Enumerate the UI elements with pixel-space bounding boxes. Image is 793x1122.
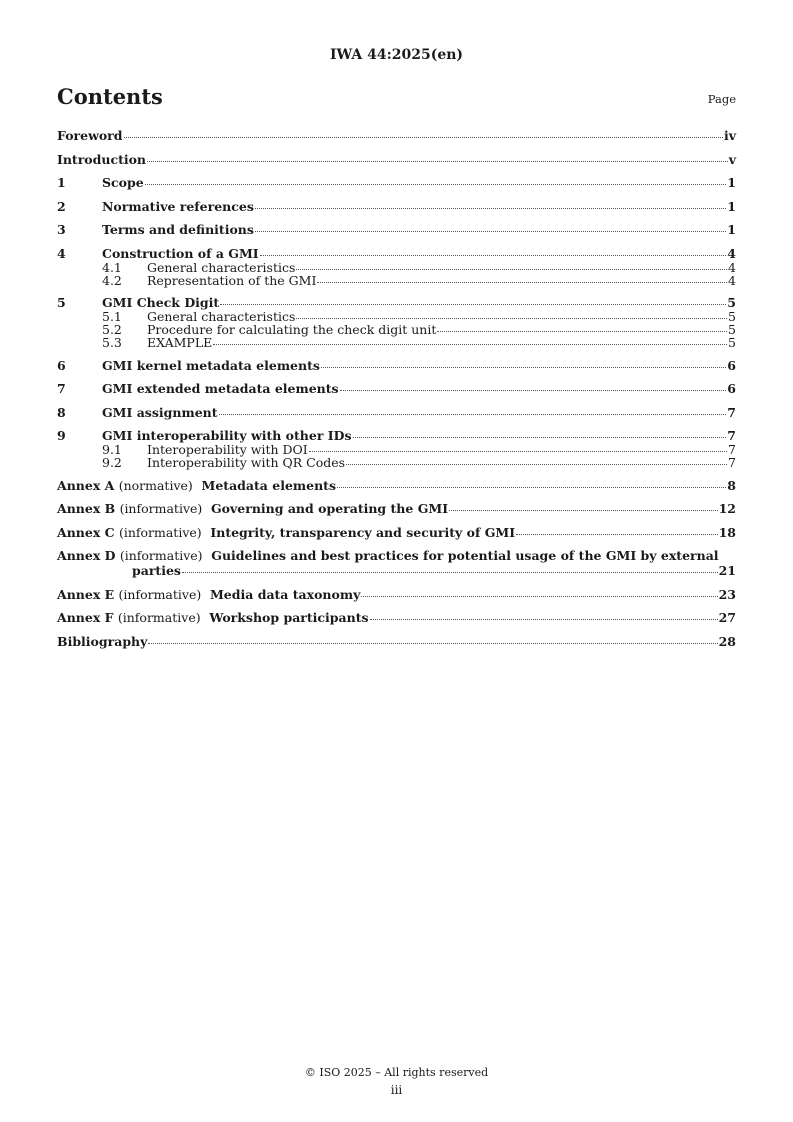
- dot-leader: [353, 437, 727, 438]
- toc-title: [57, 478, 336, 493]
- toc-entry-annex-f[interactable]: [57, 610, 736, 625]
- page-number: iii: [390, 1083, 403, 1097]
- toc-number: 1: [57, 175, 66, 190]
- dot-leader: [437, 331, 727, 332]
- annex-label: Annex C: [57, 524, 115, 540]
- toc-title: [57, 501, 448, 516]
- annex-type: (informative): [118, 586, 202, 602]
- toc-number: 5.1: [102, 309, 122, 324]
- toc-title: [57, 548, 736, 563]
- annex-type: (informative): [119, 501, 203, 516]
- annex-title: Metadata elements: [201, 477, 336, 493]
- annex-type: (informative): [119, 548, 203, 563]
- toc-page: 23: [718, 586, 736, 602]
- toc-entry-interoperability[interactable]: [57, 428, 736, 443]
- toc-entry-construction-gmi[interactable]: [57, 246, 736, 261]
- annex-label: Annex D: [57, 548, 116, 563]
- toc-entry-gmi-assignment[interactable]: [57, 405, 736, 420]
- toc-number: 7: [57, 381, 66, 396]
- annex-label: Annex A: [57, 477, 115, 493]
- toc-page: 4: [728, 272, 736, 288]
- copyright-notice: © ISO 2025 – All rights reserved: [304, 1066, 489, 1079]
- toc-entry-annex-e[interactable]: [57, 587, 736, 602]
- toc-title: GMI Check Digit: [102, 295, 220, 310]
- toc-page: 1: [727, 175, 736, 190]
- dot-leader: [346, 464, 727, 465]
- toc-page: 28: [718, 633, 736, 649]
- dot-leader: [317, 282, 727, 283]
- toc-page: 7: [728, 455, 736, 470]
- toc-number: 3: [57, 222, 66, 237]
- toc-entry-4-1[interactable]: [57, 261, 736, 274]
- toc-page: 21: [718, 563, 736, 578]
- dot-leader: [449, 510, 718, 511]
- toc-title: Procedure for calculating the check digit unit: [147, 322, 437, 337]
- toc-title: GMI extended metadata elements: [102, 381, 339, 396]
- annex-type: (normative): [118, 477, 193, 493]
- toc-title: Construction of a GMI: [102, 245, 259, 261]
- annex-type: (informative): [117, 610, 201, 625]
- toc-title: Representation of the GMI: [147, 272, 317, 288]
- toc-entry-scope[interactable]: [57, 175, 736, 190]
- toc-page: 12: [718, 501, 736, 516]
- dot-leader: [361, 596, 717, 597]
- toc-page: 1: [727, 198, 736, 214]
- toc-title: GMI kernel metadata elements: [102, 357, 320, 373]
- toc-title: GMI interoperability with other IDs: [102, 428, 352, 443]
- dot-leader: [260, 255, 727, 256]
- toc-entry-check-digit[interactable]: [57, 295, 736, 310]
- toc-page: 6: [727, 381, 736, 396]
- dot-leader: [148, 643, 717, 644]
- dot-leader: [213, 344, 727, 345]
- toc-title: General characteristics: [147, 309, 296, 324]
- toc-number: 9: [57, 428, 66, 443]
- toc-title: Scope: [102, 175, 144, 190]
- toc-title: EXAMPLE: [147, 335, 213, 350]
- toc-page: 5: [727, 295, 736, 310]
- toc-entry-annex-b[interactable]: [57, 501, 736, 516]
- toc-page: 7: [727, 404, 736, 420]
- toc-title: Bibliography: [57, 633, 148, 649]
- document-header: IWA 44:2025(en): [329, 47, 464, 63]
- annex-title: Guidelines and best practices for potential usage of the GMI by external: [211, 548, 719, 563]
- annex-title: Workshop participants: [209, 610, 369, 625]
- dot-leader: [516, 534, 718, 535]
- toc-title: [57, 587, 360, 602]
- dot-leader: [340, 390, 727, 391]
- toc-entry-bibliography[interactable]: [57, 634, 736, 649]
- toc-entry-5-3[interactable]: [57, 336, 736, 349]
- toc-number: 9.1: [102, 442, 122, 457]
- toc-title: Normative references: [102, 198, 254, 214]
- page-column-label: Page: [707, 92, 736, 106]
- toc-number: 5.2: [102, 322, 122, 337]
- toc-page: v: [728, 151, 736, 167]
- toc-entry-terms-definitions[interactable]: [57, 222, 736, 237]
- annex-title: Governing and operating the GMI: [211, 501, 449, 516]
- dot-leader: [219, 414, 727, 415]
- toc-page: 5: [728, 309, 736, 324]
- dot-leader: [255, 231, 726, 232]
- toc-entry-normative-references[interactable]: [57, 199, 736, 214]
- dot-leader: [147, 161, 728, 162]
- toc-page: 8: [727, 477, 736, 493]
- toc-page: 6: [727, 357, 736, 373]
- table-of-contents: [57, 128, 736, 649]
- toc-page: 4: [728, 259, 736, 275]
- annex-title: Integrity, transparency and security of GMI: [210, 524, 516, 540]
- toc-number: 8: [57, 404, 66, 420]
- toc-title: [57, 610, 369, 625]
- toc-title: Introduction: [57, 151, 147, 167]
- page-title: Contents: [57, 84, 163, 109]
- toc-page: 5: [728, 322, 736, 337]
- toc-number: 4: [57, 245, 66, 261]
- toc-entry-annex-a[interactable]: [57, 478, 736, 493]
- dot-leader: [220, 304, 726, 305]
- toc-title: GMI assignment: [102, 404, 218, 420]
- dot-leader: [124, 137, 723, 138]
- annex-label: Annex E: [57, 586, 115, 602]
- toc-entry-annex-d[interactable]: [57, 548, 736, 578]
- toc-page: 27: [718, 610, 736, 625]
- toc-number: 5.3: [102, 335, 122, 350]
- annex-label: Annex F: [57, 610, 114, 625]
- toc-page: 5: [728, 335, 736, 350]
- toc-entry-foreword[interactable]: [57, 128, 736, 143]
- toc-title: Interoperability with QR Codes: [147, 455, 346, 470]
- toc-number: 6: [57, 357, 66, 373]
- toc-page: 18: [718, 524, 736, 540]
- toc-entry-extended-metadata[interactable]: [57, 381, 736, 396]
- dot-leader: [309, 451, 727, 452]
- dot-leader: [370, 619, 718, 620]
- toc-number: 5: [57, 295, 66, 310]
- toc-entry-9-2[interactable]: [57, 456, 736, 469]
- annex-title: Media data taxonomy: [209, 586, 361, 602]
- dot-leader: [296, 318, 727, 319]
- dot-leader: [182, 572, 718, 573]
- toc-number: 2: [57, 198, 66, 214]
- annex-type: (informative): [118, 524, 202, 540]
- dot-leader: [296, 269, 727, 270]
- toc-page: 1: [727, 222, 736, 237]
- annex-label: Annex B: [57, 501, 116, 516]
- toc-title: General characteristics: [147, 259, 296, 275]
- toc-page: 7: [727, 428, 736, 443]
- toc-entry-kernel-metadata[interactable]: [57, 358, 736, 373]
- toc-title: Foreword: [57, 128, 123, 143]
- dot-leader: [255, 208, 726, 209]
- toc-page: 4: [727, 245, 736, 261]
- toc-page: iv: [723, 128, 736, 143]
- dot-leader: [321, 367, 726, 368]
- toc-title: [57, 525, 515, 540]
- toc-number: 9.2: [102, 455, 122, 470]
- toc-number: 4.2: [102, 272, 122, 288]
- annex-title-continued: parties: [132, 563, 181, 578]
- toc-entry-introduction[interactable]: [57, 152, 736, 167]
- dot-leader: [337, 487, 726, 488]
- toc-entry-4-2[interactable]: [57, 274, 736, 287]
- toc-title: Interoperability with DOI: [147, 442, 308, 457]
- toc-page: 7: [728, 442, 736, 457]
- toc-title: Terms and definitions: [102, 222, 254, 237]
- dot-leader: [145, 184, 727, 185]
- toc-number: 4.1: [102, 259, 122, 275]
- toc-entry-annex-c[interactable]: [57, 525, 736, 540]
